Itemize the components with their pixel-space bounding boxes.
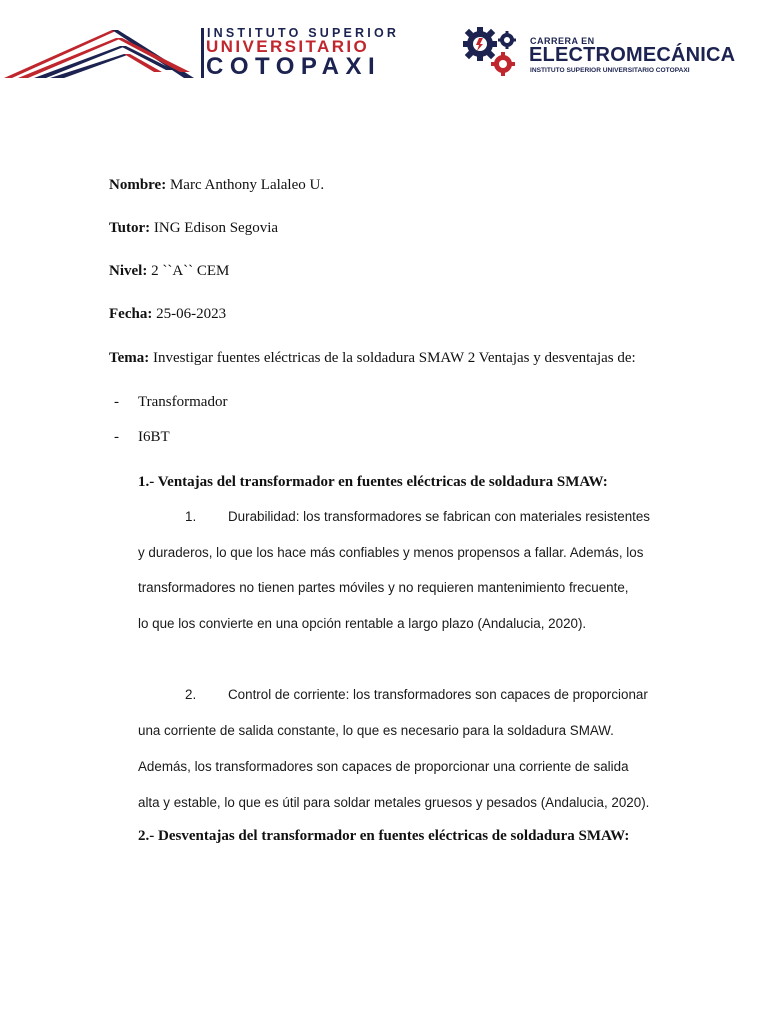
paragraph-line: Control de corriente: los transformadores son capaces de proporcionar	[228, 687, 648, 702]
topic-dash: -	[114, 429, 119, 445]
field-tema	[109, 350, 636, 367]
paragraph-line: y duraderos, lo que los hace más confiables y menos propensos a fallar. Además, los	[138, 545, 644, 560]
field-nivel-value: 2 ``A`` CEM	[147, 263, 230, 279]
list-number: 2.	[185, 687, 197, 702]
topic-item: Transformador	[138, 394, 228, 410]
paragraph-line: Durabilidad: los transformadores se fabrican con materiales resistentes	[228, 509, 651, 524]
career-small-label: CARRERA EN	[530, 36, 595, 46]
field-fecha-label: Fecha:	[109, 306, 153, 322]
paragraph-line: transformadores no tienen partes móviles y no requieren mantenimiento frecuente,	[138, 580, 629, 595]
field-nivel	[109, 263, 229, 280]
field-tutor-value: ING Edison Segovia	[150, 220, 279, 236]
field-tema-label: Tema:	[109, 350, 150, 366]
field-nombre-value: Marc Anthony Lalaleo U.	[166, 177, 325, 193]
career-subtitle: INSTITUTO SUPERIOR UNIVERSITARIO COTOPAXI	[530, 67, 690, 74]
institute-line3: COTOPAXI	[206, 53, 382, 80]
field-fecha	[109, 306, 226, 323]
institute-line2: UNIVERSITARIO	[206, 37, 370, 56]
field-tutor-label: Tutor:	[109, 220, 151, 236]
field-nivel-label: Nivel:	[109, 263, 148, 279]
institute-stripes-icon	[4, 26, 204, 82]
institute-line1: INSTITUTO SUPERIOR	[207, 26, 400, 40]
list-number: 1.	[185, 509, 197, 524]
career-title: ELECTROMECÁNICA	[529, 44, 736, 66]
paragraph-line: Además, los transformadores son capaces de proporcionar una corriente de salida	[138, 759, 629, 774]
career-logo	[460, 26, 760, 80]
field-tema-value: Investigar fuentes eléctricas de la soldadura SMAW 2 Ventajas y desventajas de:	[149, 350, 636, 366]
section-heading: 1.- Ventajas del transformador en fuentes eléctricas de soldadura SMAW:	[138, 474, 608, 490]
topic-item: I6BT	[138, 429, 170, 445]
field-tutor	[109, 220, 278, 237]
section-heading: 2.- Desventajas del transformador en fuentes eléctricas de soldadura SMAW:	[138, 828, 630, 844]
field-nombre	[109, 177, 324, 194]
field-fecha-value: 25-06-2023	[152, 306, 227, 322]
field-nombre-label: Nombre:	[109, 177, 167, 193]
gears-icon	[460, 26, 522, 78]
paragraph-line: lo que los convierte en una opción rentable a largo plazo (Andalucia, 2020).	[138, 616, 587, 631]
topic-dash: -	[114, 394, 119, 410]
paragraph-line: una corriente de salida constante, lo que es necesario para la soldadura SMAW.	[138, 723, 614, 738]
paragraph-line: alta y estable, lo que es útil para soldar metales gruesos y pesados (Andalucia, 2020).	[138, 795, 650, 810]
institute-logo	[4, 26, 404, 82]
